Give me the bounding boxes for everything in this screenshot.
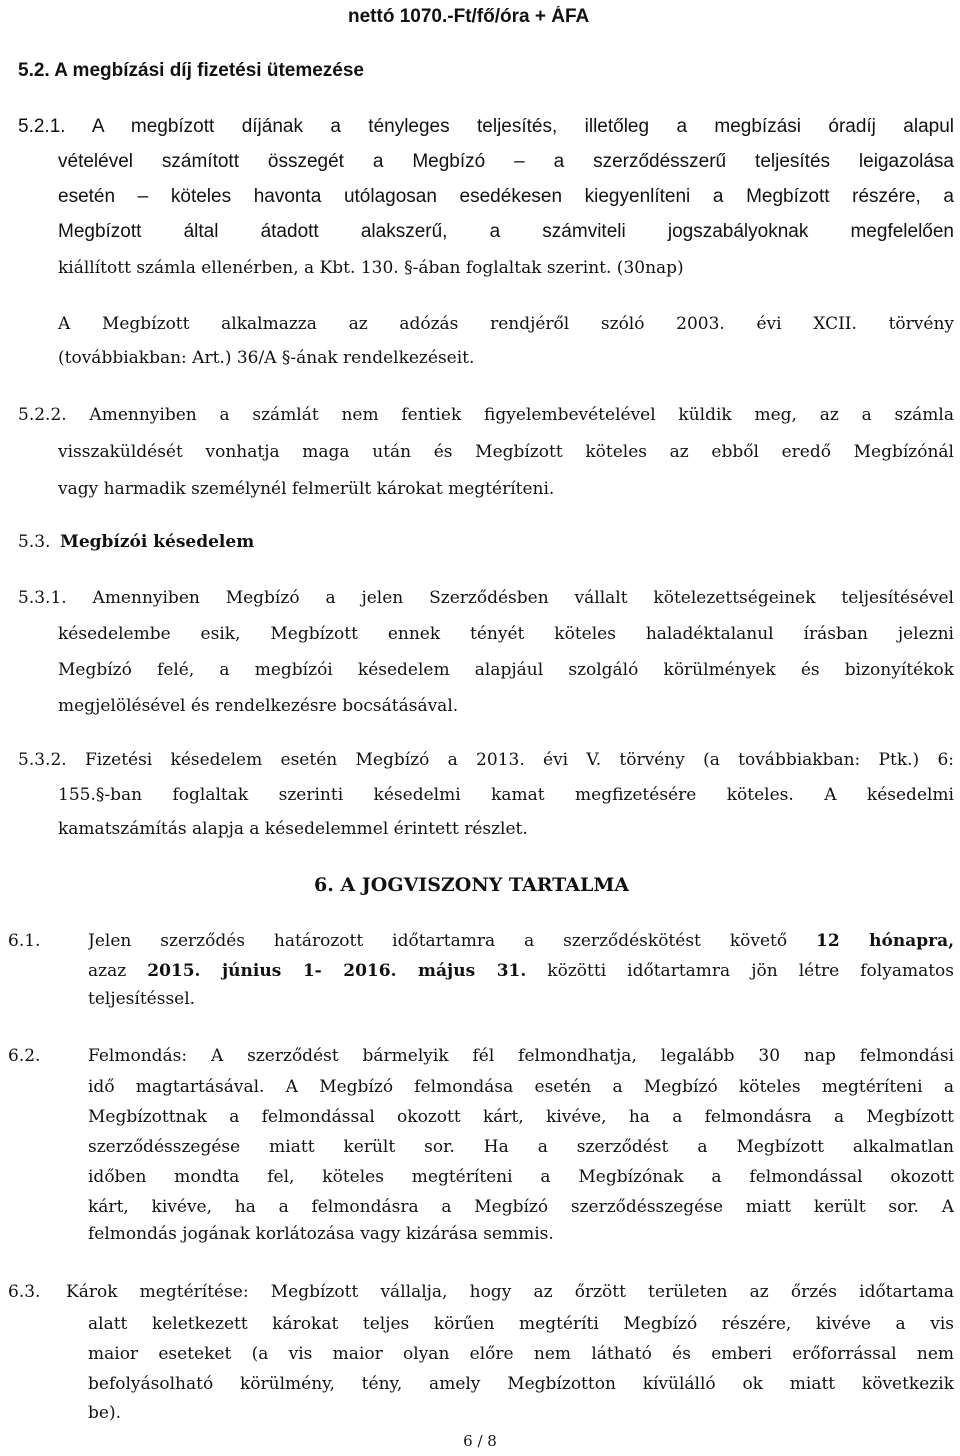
paragraph-line: esetén – köteles havonta utólagosan esedékesen kiegyenlíteni a Megbízott részére, a — [58, 186, 954, 207]
paragraph-line: A Megbízott alkalmazza az adózás rendjéről szóló 2003. évi XCII. törvény — [58, 314, 954, 334]
paragraph-line: be). — [88, 1403, 121, 1423]
paragraph-line: kiállított számla ellenérben, a Kbt. 130. §-ában foglaltak szerint. (30nap) — [58, 258, 684, 278]
paragraph-line: Megbízott által átadott alakszerű, a számviteli jogszabályoknak megfelelően — [58, 221, 954, 242]
text-run: azaz — [88, 961, 148, 981]
text-run: Jelen szerződés határozott időtartamra a szerződéskötést követő — [88, 931, 817, 951]
paragraph-line: Károk megtérítése: Megbízott vállalja, hogy az őrzött területen az őrzés időtartama — [66, 1282, 954, 1302]
paragraph-line — [88, 930, 954, 954]
date-range-bold: 2015. június 1- 2016. május 31. — [147, 961, 527, 981]
text-run: közötti időtartamra jön létre folyamatos — [526, 961, 954, 981]
paragraph-line: szerződésszegése miatt került sor. Ha a szerződést a Megbízott alkalmatlan — [88, 1137, 954, 1157]
paragraph-line: Megbízottnak a felmondással okozott kárt, kivéve, ha a felmondásra a Megbízott — [88, 1107, 954, 1127]
duration-bold: 12 hónapra, — [816, 931, 954, 951]
paragraph-line: (továbbiakban: Art.) 36/A §-ának rendelkezéseit. — [58, 348, 475, 368]
paragraph-line: kamatszámítás alapja a késedelemmel érintett részlet. — [58, 819, 528, 839]
paragraph-line: 155.§-ban foglaltak szerinti késedelmi kamat megfizetésére köteles. A késedelmi — [58, 785, 954, 805]
paragraph-line: befolyásolható körülmény, tény, amely Megbízotton kívülálló ok miatt következik — [88, 1374, 954, 1394]
section-5-2-title: 5.2. A megbízási díj fizetési ütemezése — [18, 60, 364, 81]
paragraph-line: Felmondás: A szerződést bármelyik fél felmondhatja, legalább 30 nap felmondási — [88, 1046, 954, 1066]
fee-line: nettó 1070.-Ft/fő/óra + ÁFA — [348, 6, 590, 27]
paragraph-line: 5.3.1. Amennyiben Megbízó a jelen Szerződésben vállalt kötelezettségeinek teljesítésével — [18, 588, 954, 608]
paragraph-line: visszaküldését vonhatja maga után és Megbízott köteles az ebből eredő Megbízónál — [58, 442, 954, 462]
page-number: 6 / 8 — [463, 1432, 497, 1450]
paragraph-line: vételével számított összegét a Megbízó – a szerződésszerű teljesítés leigazolása — [58, 151, 954, 172]
paragraph-line: 5.3.2. Fizetési késedelem esetén Megbízó a 2013. évi V. törvény (a továbbiakban: Ptk.) 6: — [18, 750, 954, 770]
paragraph-line — [88, 960, 954, 984]
item-number: 6.3. — [8, 1282, 41, 1302]
paragraph-line: időben mondta fel, köteles megtéríteni a Megbízónak a felmondással okozott — [88, 1167, 954, 1187]
paragraph-line: kárt, kivéve, ha a felmondásra a Megbízó szerződésszegése miatt került sor. A — [88, 1197, 954, 1217]
paragraph-line: Megbízó felé, a megbízói késedelem alapjául szolgáló körülmények és bizonyítékok — [58, 660, 954, 680]
paragraph-line: felmondás jogának korlátozása vagy kizárása semmis. — [88, 1224, 554, 1244]
paragraph-line: idő magtartásával. A Megbízó felmondása esetén a Megbízó köteles megtéríteni a — [88, 1077, 954, 1097]
section-5-3-number: 5.3. — [18, 532, 51, 552]
item-number: 6.2. — [8, 1046, 41, 1066]
paragraph-line: vagy harmadik személynél felmerült károkat megtéríteni. — [58, 479, 555, 499]
item-number: 6.1. — [8, 931, 41, 951]
paragraph-line: maior eseteket (a vis maior olyan előre nem látható és emberi erőforrással nem — [88, 1344, 954, 1364]
section-6-title: 6. A JOGVISZONY TARTALMA — [314, 874, 630, 896]
paragraph-line: teljesítéssel. — [88, 989, 196, 1009]
section-5-3-title: Megbízói késedelem — [60, 532, 255, 552]
paragraph-line: 5.2.2. Amennyiben a számlát nem fentiek figyelembevételével küldik meg, az a számla — [18, 405, 954, 425]
paragraph-line: alatt keletkezett károkat teljes körűen megtéríti Megbízó részére, kivéve a vis — [88, 1314, 954, 1334]
paragraph-line: 5.2.1. A megbízott díjának a tényleges teljesítés, illetőleg a megbízási óradíj alapul — [18, 116, 954, 137]
paragraph-line: megjelölésével és rendelkezésre bocsátásával. — [58, 696, 459, 716]
paragraph-line: késedelembe esik, Megbízott ennek tényét köteles haladéktalanul írásban jelezni — [58, 624, 954, 644]
